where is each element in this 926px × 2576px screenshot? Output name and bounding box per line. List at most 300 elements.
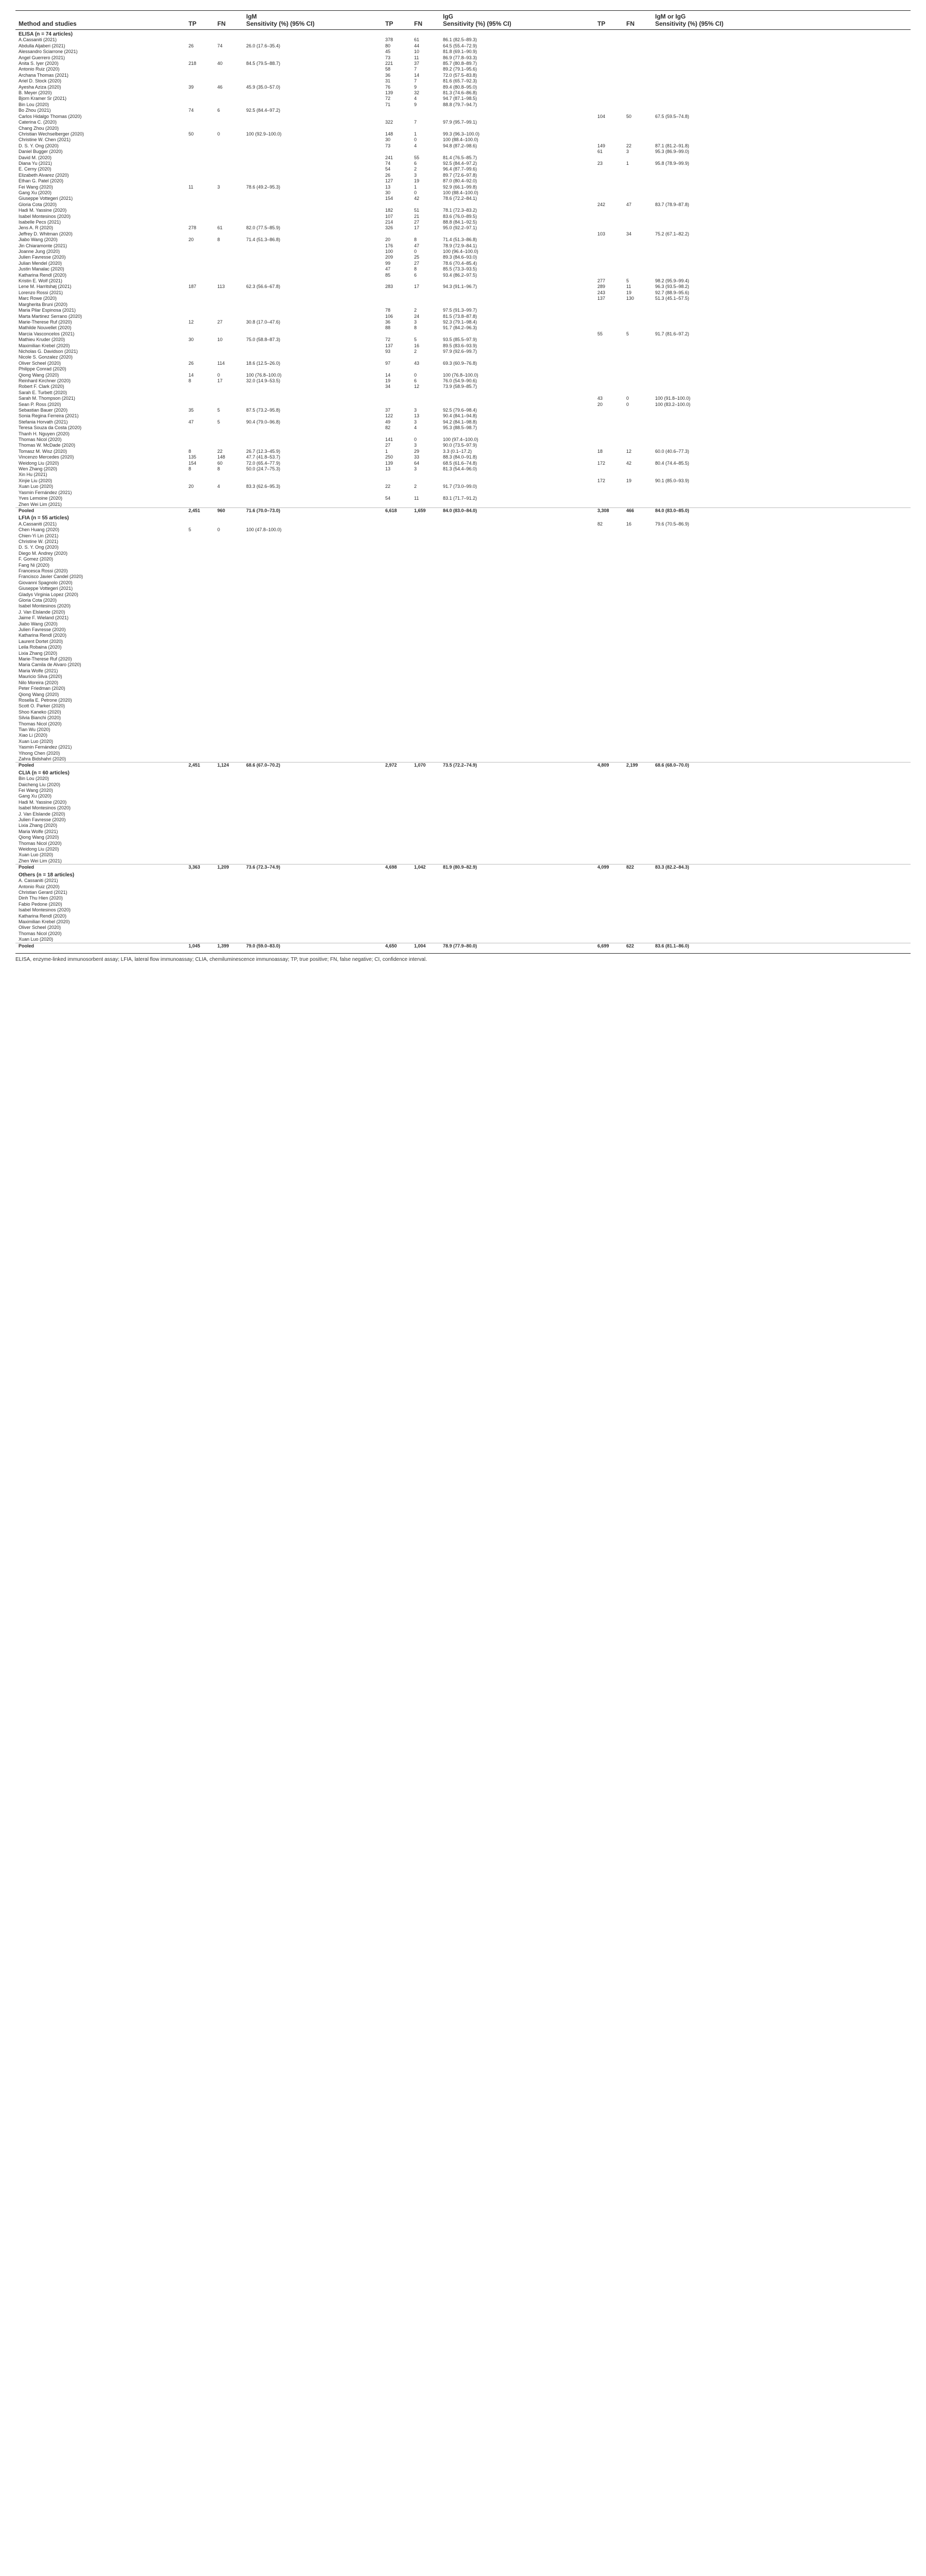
cell-igg-fn — [411, 698, 440, 703]
cell-study: Pooled — [15, 943, 185, 949]
cell-igm-fn — [214, 835, 243, 840]
cell-any-fn — [623, 580, 652, 586]
cell-igg-sens — [440, 615, 594, 621]
cell-igm-fn — [214, 698, 243, 703]
cell-igg-tp: 82 — [385, 425, 391, 431]
cell-study: Nicholas G. Davidson (2021) — [19, 348, 78, 354]
cell-igm-tp: 12 — [188, 319, 194, 325]
cell-igm-tp — [185, 835, 214, 840]
section-title: LFIA (n = 55 articles) — [19, 515, 69, 521]
cell-study: Scott O. Parker (2020) — [19, 703, 65, 709]
cell-igg-tp — [382, 890, 411, 895]
cell-any-tp — [594, 884, 623, 890]
cell-igm-fn — [214, 890, 243, 895]
table-row — [15, 90, 911, 96]
cell-igm-sens — [243, 354, 382, 360]
cell-any-fn — [623, 902, 652, 907]
cell-igm-fn — [214, 878, 243, 884]
cell-igg-fn — [411, 108, 440, 113]
cell-igg-fn: 3 — [414, 408, 417, 413]
cell-igg-fn — [411, 574, 440, 580]
cell-any-tp — [594, 603, 623, 609]
cell-any-sens — [652, 55, 911, 61]
cell-igm-tp — [185, 545, 214, 550]
cell-igm-sens — [243, 592, 382, 598]
cell-igg-sens — [440, 563, 594, 568]
cell-any-sens — [652, 49, 911, 55]
cell-any-fn — [623, 674, 652, 680]
cell-igg-sens: 76.0 (54.9–90.6) — [443, 378, 477, 383]
cell-igm-tp — [185, 66, 214, 72]
cell-igg-fn — [411, 149, 440, 155]
table-row — [15, 776, 911, 782]
cell-igg-sens — [440, 727, 594, 733]
cell-any-tp — [594, 615, 623, 621]
cell-igg-tp: 4,650 — [382, 943, 411, 949]
cell-igg-sens — [440, 709, 594, 715]
cell-igm-fn — [214, 349, 243, 354]
cell-study: D. S. Y. Ong (2020) — [19, 143, 59, 148]
cell-igg-tp — [382, 793, 411, 799]
cell-any-sens — [652, 627, 911, 633]
cell-any-sens — [652, 884, 911, 890]
cell-any-fn — [623, 556, 652, 562]
cell-any-sens — [652, 574, 911, 580]
table-row — [15, 925, 911, 930]
cell-igm-fn — [214, 126, 243, 131]
cell-igm-sens: 84.5 (79.5–88.7) — [246, 61, 281, 66]
cell-igm-fn — [214, 656, 243, 662]
cell-any-fn — [623, 841, 652, 846]
cell-any-fn — [623, 196, 652, 201]
sensitivity-table — [15, 10, 911, 949]
cell-igg-tp: 1 — [385, 448, 388, 454]
cell-igg-fn: 19 — [414, 178, 420, 184]
cell-igm-fn — [214, 668, 243, 674]
cell-any-sens — [652, 37, 911, 43]
cell-igm-fn — [214, 443, 243, 448]
cell-study: Xiao Li (2020) — [19, 733, 48, 738]
cell-igm-tp: 26 — [188, 43, 194, 48]
cell-igm-sens — [243, 219, 382, 225]
cell-any-sens — [652, 539, 911, 545]
cell-igm-sens — [243, 490, 382, 496]
cell-igg-tp — [382, 919, 411, 925]
cell-igm-tp — [185, 366, 214, 372]
table-row — [15, 919, 911, 925]
cell-igm-tp — [185, 314, 214, 319]
cell-igg-fn: 8 — [414, 325, 417, 331]
cell-igm-fn — [214, 715, 243, 721]
cell-igg-fn — [411, 563, 440, 568]
cell-any-tp — [594, 196, 623, 201]
cell-igm-sens — [243, 709, 382, 715]
cell-igg-fn — [411, 835, 440, 840]
cell-igg-tp — [382, 545, 411, 550]
cell-any-fn — [623, 314, 652, 319]
cell-any-tp — [594, 817, 623, 823]
cell-igg-fn: 61 — [414, 37, 420, 43]
cell-igm-tp — [185, 551, 214, 556]
cell-study: Bin Lou (2020) — [19, 776, 49, 782]
cell-igg-tp — [382, 390, 411, 396]
cell-any-tp — [594, 793, 623, 799]
cell-any-sens — [652, 703, 911, 709]
cell-study: Hadi M. Yassine (2020) — [19, 208, 67, 213]
cell-igg-sens: 92.5 (79.6–98.4) — [443, 408, 477, 413]
cell-igm-tp — [185, 656, 214, 662]
cell-igg-sens — [440, 788, 594, 793]
cell-igm-fn — [214, 586, 243, 591]
cell-study: Qiong Wang (2020) — [19, 372, 59, 378]
cell-any-sens — [652, 937, 911, 943]
cell-igg-sens: 68.5 (61.6–74.8) — [443, 460, 477, 466]
cell-igg-fn: 6 — [414, 378, 417, 383]
cell-igm-tp — [185, 331, 214, 337]
cell-any-sens: 100 (83.2–100.0) — [655, 401, 691, 407]
cell-igm-sens — [243, 568, 382, 574]
cell-igm-tp — [185, 674, 214, 680]
cell-any-tp — [594, 413, 623, 419]
cell-igm-tp — [185, 937, 214, 943]
cell-igg-fn — [411, 895, 440, 901]
table-row — [15, 343, 911, 349]
cell-any-sens — [652, 243, 911, 249]
cell-igg-fn — [411, 913, 440, 919]
cell-study: Christine W. Chen (2021) — [19, 137, 71, 143]
cell-any-fn: 22 — [626, 143, 632, 148]
cell-igm-tp — [185, 114, 214, 120]
cell-igg-tp: 139 — [385, 90, 393, 96]
cell-igm-fn — [214, 776, 243, 782]
cell-study: Anita S. Iyer (2020) — [19, 61, 59, 66]
cell-any-tp — [594, 73, 623, 78]
cell-igg-tp — [382, 302, 411, 308]
cell-igg-sens: 87.0 (80.4–92.0) — [443, 178, 477, 184]
cell-igg-fn — [411, 490, 440, 496]
cell-igg-tp: 97 — [385, 360, 391, 366]
table-row — [15, 461, 911, 466]
cell-any-tp — [594, 366, 623, 372]
cell-igg-sens: 89.3 (84.6–93.0) — [443, 255, 477, 260]
cell-igm-sens: 72.0 (65.4–77.9) — [246, 460, 281, 466]
cell-igm-tp: 35 — [188, 408, 194, 413]
cell-igg-tp: 93 — [385, 348, 391, 354]
cell-igg-fn — [411, 551, 440, 556]
cell-igg-sens: 81.8 (69.1–90.9) — [443, 49, 477, 55]
cell-any-fn — [623, 527, 652, 533]
cell-study: Thomas Nicol (2020) — [19, 840, 62, 846]
cell-any-fn — [623, 703, 652, 709]
cell-igg-sens: 64.5 (55.4–72.9) — [443, 43, 477, 48]
cell-igm-sens — [243, 366, 382, 372]
cell-any-sens — [652, 137, 911, 143]
cell-igm-sens — [243, 521, 382, 527]
cell-igm-tp — [185, 78, 214, 84]
cell-igg-tp — [382, 472, 411, 478]
cell-any-fn — [623, 184, 652, 190]
cell-igm-sens — [243, 727, 382, 733]
cell-study: Maria Wolfe (2021) — [19, 668, 58, 673]
cell-any-fn — [623, 361, 652, 366]
cell-any-fn — [623, 372, 652, 378]
cell-any-sens — [652, 372, 911, 378]
cell-igg-sens: 94.7 (87.1–98.5) — [443, 96, 477, 101]
cell-igm-sens — [243, 739, 382, 744]
cell-igg-tp: 148 — [385, 131, 393, 137]
cell-study: Qiong Wang (2020) — [19, 835, 59, 840]
cell-any-fn: 822 — [623, 865, 652, 871]
section-header-row — [15, 871, 911, 878]
cell-igg-tp: 78 — [385, 308, 391, 313]
table-row — [15, 390, 911, 396]
table-row — [15, 354, 911, 360]
cell-igg-sens — [440, 108, 594, 113]
cell-igg-sens — [440, 756, 594, 762]
cell-study: B. Meyer (2020) — [19, 90, 52, 96]
cell-study: Peter Friedman (2020) — [19, 686, 65, 691]
table-row — [15, 478, 911, 484]
cell-igg-fn — [411, 715, 440, 721]
cell-igm-fn: 46 — [217, 84, 223, 90]
cell-igg-fn — [411, 296, 440, 301]
cell-igm-tp: 14 — [188, 372, 194, 378]
cell-igm-sens — [243, 96, 382, 101]
cell-igm-tp — [185, 907, 214, 913]
cell-study: Shoo Kaneko (2020) — [19, 709, 61, 715]
cell-any-tp — [594, 243, 623, 249]
cell-igg-tp — [382, 290, 411, 296]
table-row — [15, 237, 911, 243]
cell-igm-sens — [243, 431, 382, 437]
cell-study: Chang Zhou (2020) — [19, 125, 59, 131]
cell-igg-tp — [382, 633, 411, 638]
cell-any-sens — [652, 902, 911, 907]
cell-any-tp — [594, 419, 623, 425]
cell-igg-sens — [440, 919, 594, 925]
table-row — [15, 533, 911, 539]
cell-any-fn — [623, 598, 652, 603]
cell-study: Zhen Wei Lim (2021) — [19, 501, 62, 507]
cell-any-fn — [623, 302, 652, 308]
cell-igm-sens — [243, 137, 382, 143]
cell-igg-sens: 81.3 (54.4–96.0) — [443, 466, 477, 472]
cell-igg-tp: 76 — [385, 84, 391, 90]
cell-any-fn — [623, 727, 652, 733]
cell-any-fn — [623, 408, 652, 413]
cell-igm-tp — [185, 884, 214, 890]
table-row — [15, 402, 911, 408]
cell-igg-fn — [411, 402, 440, 408]
cell-any-sens — [652, 651, 911, 656]
cell-igg-sens — [440, 846, 594, 852]
table-row — [15, 692, 911, 698]
cell-any-sens — [652, 184, 911, 190]
cell-any-sens: 95.3 (86.9–99.0) — [655, 149, 690, 155]
cell-igm-sens — [243, 249, 382, 255]
cell-study: Mauricio Silva (2020) — [19, 674, 62, 680]
cell-igg-tp: 26 — [385, 172, 391, 178]
cell-igm-fn — [214, 733, 243, 738]
cell-igg-sens — [440, 639, 594, 645]
cell-igg-tp — [382, 931, 411, 937]
cell-igm-fn — [214, 925, 243, 930]
cell-any-fn — [623, 835, 652, 840]
cell-any-fn — [623, 308, 652, 313]
cell-study: A.Cassaniti (2021) — [19, 37, 57, 43]
cell-study: Francisco Javier Candel (2020) — [19, 574, 83, 580]
cell-igg-sens — [440, 721, 594, 727]
cell-any-fn — [623, 337, 652, 343]
cell-igg-fn — [411, 823, 440, 828]
table-row — [15, 337, 911, 343]
cell-igm-tp — [185, 902, 214, 907]
cell-study: Daniel Bugger (2020) — [19, 149, 63, 155]
cell-any-tp — [594, 120, 623, 125]
cell-igg-sens — [440, 202, 594, 208]
cell-igm-sens — [243, 858, 382, 865]
cell-any-tp — [594, 545, 623, 550]
cell-igg-fn: 2 — [414, 348, 417, 354]
cell-igg-sens — [440, 805, 594, 811]
cell-igm-fn — [214, 37, 243, 43]
column-header: IgM or IgG Sensitivity (%) (95% CI) — [652, 11, 911, 30]
cell-any-fn — [623, 120, 652, 125]
cell-study: Pooled — [15, 762, 185, 769]
cell-any-fn — [623, 721, 652, 727]
cell-any-sens — [652, 925, 911, 930]
cell-igm-fn — [214, 354, 243, 360]
cell-igg-sens — [440, 490, 594, 496]
cell-any-sens — [652, 907, 911, 913]
cell-study: J. Van Elslande (2020) — [19, 811, 65, 817]
cell-igm-sens — [243, 384, 382, 389]
cell-igm-tp: 20 — [188, 237, 194, 243]
cell-igg-fn — [411, 556, 440, 562]
cell-igm-sens — [243, 656, 382, 662]
cell-igm-fn: 22 — [217, 448, 223, 454]
cell-igg-sens — [440, 698, 594, 703]
cell-igg-fn — [411, 805, 440, 811]
table-row — [15, 466, 911, 472]
cell-study: Thomas Nicol (2020) — [19, 437, 62, 443]
cell-study: D. S. Y. Ong (2020) — [19, 545, 59, 550]
cell-igg-fn: 12 — [414, 384, 420, 389]
cell-igm-sens: 73.6 (72.3–74.9) — [243, 865, 382, 871]
cell-igm-fn — [214, 214, 243, 219]
cell-igg-fn: 1,042 — [411, 865, 440, 871]
cell-study: Xuan Luo (2020) — [19, 738, 54, 744]
cell-igg-tp: 378 — [385, 37, 393, 43]
cell-igg-fn: 51 — [414, 208, 420, 213]
cell-igg-fn: 4 — [414, 143, 417, 148]
cell-igm-sens — [243, 120, 382, 125]
cell-igg-tp: 36 — [385, 72, 391, 78]
cell-igg-fn — [411, 609, 440, 615]
cell-any-fn — [623, 255, 652, 260]
cell-igm-fn — [214, 919, 243, 925]
cell-any-fn — [623, 733, 652, 738]
cell-igm-sens — [243, 931, 382, 937]
cell-igg-tp — [382, 490, 411, 496]
cell-igm-sens — [243, 756, 382, 762]
cell-igg-fn — [411, 633, 440, 638]
cell-igm-sens — [243, 913, 382, 919]
cell-any-fn: 11 — [626, 284, 631, 290]
column-header: TP — [185, 11, 214, 30]
table-row — [15, 721, 911, 727]
cell-any-tp — [594, 586, 623, 591]
table-header — [15, 11, 911, 30]
cell-any-tp — [594, 823, 623, 828]
cell-igg-tp: 30 — [385, 137, 391, 143]
cell-any-sens — [652, 829, 911, 835]
cell-igg-fn — [411, 902, 440, 907]
cell-igg-fn — [411, 568, 440, 574]
table-row — [15, 284, 911, 290]
cell-igm-fn — [214, 592, 243, 598]
cell-igm-sens — [243, 919, 382, 925]
cell-any-tp — [594, 84, 623, 90]
table-row — [15, 782, 911, 788]
cell-igm-fn — [214, 609, 243, 615]
cell-igm-tp — [185, 556, 214, 562]
cell-igg-tp: 4,698 — [382, 865, 411, 871]
cell-any-fn — [623, 878, 652, 884]
cell-any-fn: 12 — [626, 448, 632, 454]
cell-any-tp — [594, 349, 623, 354]
cell-igm-fn — [214, 431, 243, 437]
cell-igm-tp — [185, 633, 214, 638]
cell-igg-fn: 3 — [414, 466, 417, 472]
cell-igm-fn — [214, 78, 243, 84]
cell-igg-tp — [382, 895, 411, 901]
cell-igg-tp — [382, 149, 411, 155]
cell-igg-fn — [411, 890, 440, 895]
cell-igm-fn: 113 — [217, 284, 225, 290]
cell-igm-tp: 8 — [188, 378, 192, 383]
cell-igg-tp — [382, 639, 411, 645]
cell-igm-fn — [214, 574, 243, 580]
cell-igm-fn — [214, 902, 243, 907]
cell-igm-fn — [214, 627, 243, 633]
cell-igg-tp: 2,972 — [382, 762, 411, 769]
cell-igg-tp — [382, 811, 411, 817]
cell-igg-tp: 13 — [385, 184, 391, 190]
cell-study: Christine W. (2021) — [19, 538, 59, 544]
cell-any-tp — [594, 811, 623, 817]
cell-igg-tp — [382, 817, 411, 823]
cell-any-tp — [594, 692, 623, 698]
cell-any-fn — [623, 325, 652, 331]
table-row — [15, 384, 911, 389]
cell-any-tp — [594, 925, 623, 930]
section-header-row — [15, 769, 911, 776]
cell-study: Marc Rowe (2020) — [19, 296, 57, 301]
cell-any-tp — [594, 302, 623, 308]
cell-igm-fn: 40 — [217, 61, 223, 66]
cell-igg-fn — [411, 709, 440, 715]
cell-igm-fn — [214, 580, 243, 586]
cell-igg-sens — [440, 609, 594, 615]
table-row — [15, 308, 911, 313]
cell-igm-tp — [185, 592, 214, 598]
cell-igm-sens: 90.4 (79.0–96.8) — [246, 419, 281, 425]
cell-igg-fn: 1 — [414, 184, 417, 190]
cell-any-tp — [594, 108, 623, 113]
cell-igm-fn — [214, 266, 243, 272]
cell-any-sens — [652, 686, 911, 691]
